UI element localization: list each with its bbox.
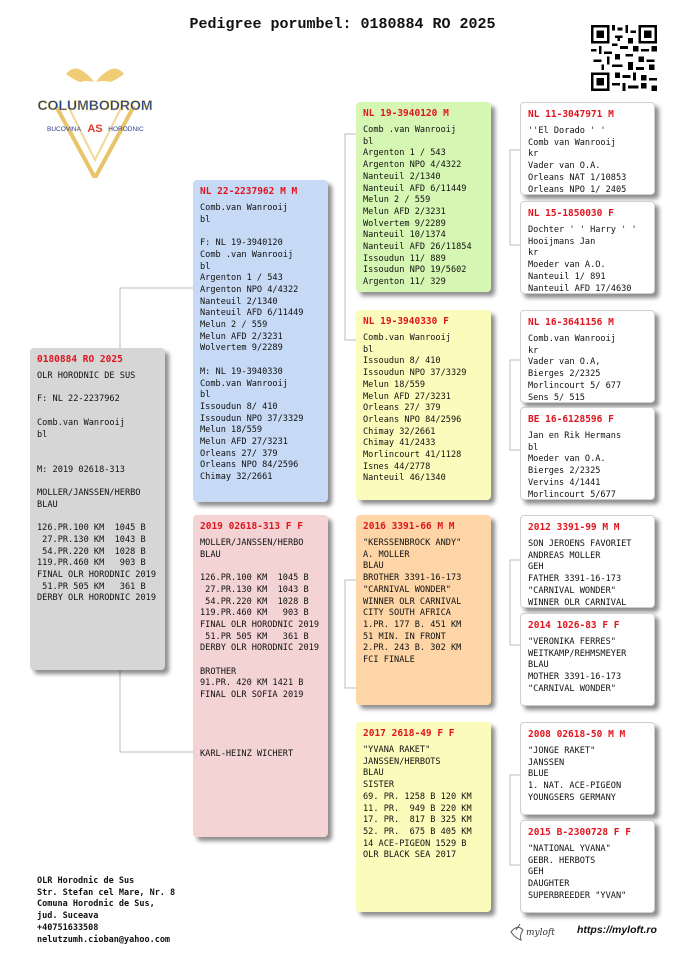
ffm-card	[520, 201, 655, 294]
card-header: 0180884 RO 2025	[37, 354, 123, 365]
card-body: Comb.van Wanrooij kr Vader van O.A, Bierges 2/2325 Morlincourt 5/ 677 Sens 5/ 515	[528, 334, 622, 403]
page-title: Pedigree porumbel: 0180884 RO 2025	[189, 16, 496, 33]
card-header: 2012 3391-99 M M	[528, 522, 620, 533]
brand-name: myloft	[526, 928, 555, 938]
fmm-card	[520, 407, 655, 500]
card-body: "JONGE RAKET" JANSSEN BLUE 1. NAT. ACE-PIGEON YOUNGSERS GERMANY	[528, 746, 622, 803]
card-header: BE 16-6128596 F	[528, 414, 614, 425]
card-body: ''El Dorado ' ' Comb van Wanrooij kr Vader van O.A. Orleans NAT 1/10853 Orleans NPO 1/ 2405	[528, 126, 627, 195]
mother-card	[193, 515, 328, 837]
card-header: 2014 1026-83 F F	[528, 620, 620, 631]
card-header: 2019 02618-313 F F	[200, 521, 303, 532]
logo-brand: COLUMBODROM	[37, 97, 153, 113]
card-body: Comb.van Wanrooij bl F: NL 19-3940120 Comb .van Wanrooij bl Argenton 1 / 543 Argenton NPO 4/4322 Nanteuil 2/1340 Nanteuil AFD 6/11449 Melun 2 / 559 Melun AFD 2/3231 Wolvertem 9/2289 M: NL 19-3940330 Comb.van Wanrooij bl Issoudun 8/ 410 Issoudun NPO 37/3329 Melun 18/559 Melun AFD 27/3231 Orleans 27/ 379 Orleans NPO 84/2596 Chimay 32/2661	[200, 203, 304, 483]
card-header: 2016 3391-66 M M	[363, 521, 455, 532]
card-body: "VERONIKA FERRES" WEITKAMP/REHMSMEYER BLAU MOTHER 3391-16-173 "CARNIVAL WONDER"	[528, 637, 627, 694]
card-header: 2017 2618-49 F F	[363, 728, 455, 739]
logo-sub-mid: AS	[87, 123, 103, 135]
mfm-card	[520, 613, 655, 706]
card-body: Comb.van Wanrooij bl Issoudun 8/ 410 Issoudun NPO 37/3329 Melun 18/559 Melun AFD 27/3231 Orleans 27/ 379 Orleans NPO 84/2596 Chimay 32/2661 Chimay 41/2433 Morlincourt 41/1128 Isnes 44/2778 Nanteuil 46/1340	[363, 333, 467, 484]
card-header: NL 16-3641156 M	[528, 317, 614, 328]
card-body: "NATIONAL YVANA" GEBR. HERBOTS GEH DAUGHTER SUPERBREEDER "YVAN"	[528, 844, 627, 901]
fm-card	[356, 310, 491, 500]
logo-sub-left: BUCOVINA	[47, 126, 81, 133]
ff-card	[356, 102, 491, 292]
card-header: 2008 02618-50 M M	[528, 729, 626, 740]
owner-contact: OLR Horodnic de Sus Str. Stefan cel Mare, Nr. 8 Comuna Horodnic de Sus, jud. Suceava +40751633508 nelutzumh.cioban@yahoo.com	[37, 876, 176, 945]
card-body: Comb .van Wanrooij bl Argenton 1 / 543 Argenton NPO 4/4322 Nanteuil 2/1340 Nanteuil AFD 6/11449 Melun 2 / 559 Melun AFD 2/3231 Wolvertem 9/2289 Nanteuil 10/1374 Nanteuil AFD 26/11854 Issoudun 11/ 889 Issoudun NPO 19/5602 Argenton 11/ 329	[363, 125, 472, 288]
card-body: "YVANA RAKET" JANSSEN/HERBOTS BLAU SISTER 69. PR. 1258 B 120 KM 11. PR. 949 B 220 KM 17. PR. 817 B 325 KM 52. PR. 675 B 405 KM 14 ACE-PIGEON 1529 B OLR BLACK SEA 2017	[363, 745, 472, 861]
card-header: NL 22-2237962 M M	[200, 186, 298, 197]
card-header: NL 11-3047971 M	[528, 109, 614, 120]
card-header: NL 19-3940330 F	[363, 316, 449, 327]
website-link[interactable]: https://myloft.ro	[577, 924, 657, 936]
main-pigeon-card	[30, 348, 165, 670]
myloft-logo	[508, 918, 568, 944]
logo-sub-right: HORODNIC	[108, 126, 144, 133]
father-card	[193, 180, 328, 502]
card-body: Dochter ' ' Harry ' ' Hooijmans Jan kr Moeder van A.O. Nanteuil 1/ 891 Nanteuil AFD 17/4630	[528, 225, 637, 294]
mmf-card	[520, 722, 655, 815]
card-header: NL 15-1850030 F	[528, 208, 614, 219]
mff-card	[520, 515, 655, 608]
card-body: OLR HORODNIC DE SUS F: NL 22-2237962 Comb.van Wanrooij bl M: 2019 02618-313 MOLLER/JANSSEN/HERBO BLAU 126.PR.100 KM 1045 B 27.PR.130 KM 1043 B 54.PR.220 KM 1028 B 119.PR.460 KM 903 B FINAL OLR HORODNIC 2019 51.PR 505 KM 361 B DERBY OLR HORODNIC 2019	[37, 371, 156, 604]
card-header: NL 19-3940120 M	[363, 108, 449, 119]
mmm-card	[520, 820, 655, 913]
fmf-card	[520, 310, 655, 403]
mm-card	[356, 722, 491, 912]
card-body: "KERSSENBROCK ANDY" A. MOLLER BLAU BROTHER 3391-16-173 "CARNIVAL WONDER" WINNER OLR CARNIVAL CITY SOUTH AFRICA 1.PR. 177 B. 451 KM 51 MIN. IN FRONT 2.PR. 243 B. 302 KM FCI FINALE	[363, 538, 462, 666]
card-body: Jan en Rik Hermans bl Moeder van O.A. Bierges 2/2325 Vervins 4/1441 Morlincourt 5/677	[528, 431, 622, 500]
card-body: MOLLER/JANSSEN/HERBO BLAU 126.PR.100 KM 1045 B 27.PR.130 KM 1043 B 54.PR.220 KM 1028 B 119.PR.460 KM 903 B FINAL OLR HORODNIC 2019 51.PR 505 KM 361 B DERBY OLR HORODNIC 2019 BROTHER 91.PR. 420 KM 1421 B FINAL OLR SOFIA 2019 KARL-HEINZ WICHERT	[200, 538, 319, 759]
fff-card	[520, 102, 655, 195]
card-body: SON JEROENS FAVORIET ANDREAS MOLLER GEH FATHER 3391-16-173 "CARNIVAL WONDER" WINNER OLR CARNIVAL	[528, 539, 632, 608]
mf-card	[356, 515, 491, 705]
card-header: 2015 B-2300728 F F	[528, 827, 631, 838]
